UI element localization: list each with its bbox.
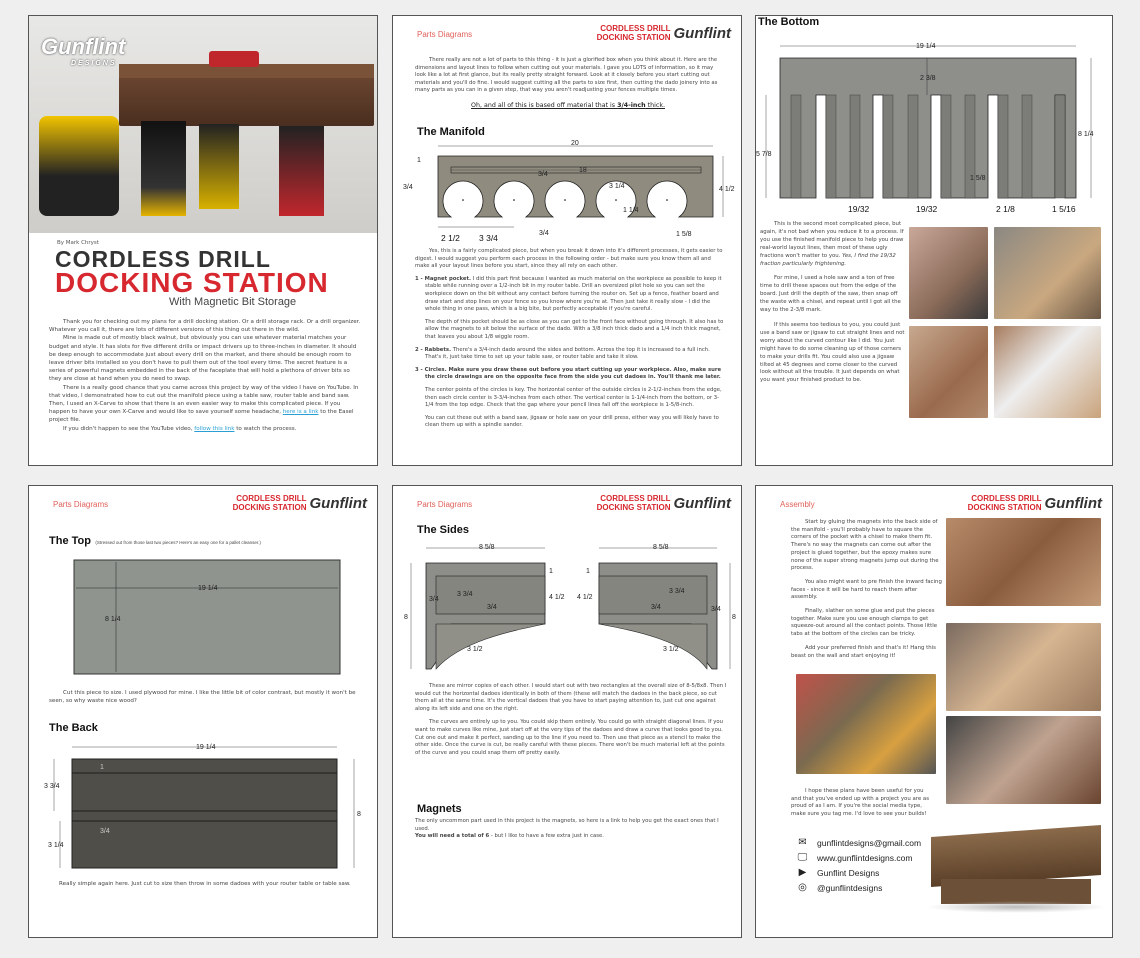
- step-2-title: 2 - Rabbets.: [415, 346, 452, 353]
- monitor-icon: 🖵: [797, 852, 808, 863]
- manifold-diagram: [401, 139, 741, 247]
- intro-text: There really are not a lot of parts to this thing - it is just a glorified box when you think about it. Here are the dimensions and layout lines to follow when cutting out your materials. I gave you LOTS of information, so it may look like a lot at first glance, but its really pretty straight forward. Look at it closely before you start cutting out materials and you'll do fine. I would suggest cutting all the parts to size first, then cutting the dado joinery into as many parts as you can in a given step, that way you aren't readjusting your fences multiple times.: [415, 57, 718, 94]
- dim-width: 19 1/4: [916, 43, 936, 50]
- logo-title-1: CORDLESS DRILL: [600, 494, 671, 503]
- top-heading: The Top: [49, 535, 91, 547]
- photo-wall-mount: [946, 716, 1101, 804]
- instagram-icon: ◎: [798, 882, 807, 893]
- dim-c1: 3 1/4: [609, 183, 625, 190]
- right-side-panel: [577, 544, 736, 669]
- brand-logo: [597, 24, 731, 42]
- cover-title-2: DOCKING STATION: [55, 267, 329, 298]
- brand-logo: [597, 494, 731, 512]
- photo-layout-marking: [909, 227, 988, 319]
- dim-gap: 1 5/8: [970, 175, 986, 182]
- contact-website[interactable]: 🖵 www.gunflintdesigns.com: [797, 852, 913, 863]
- drill-yellow: [39, 116, 119, 216]
- back-heading: The Back: [49, 722, 98, 734]
- dim-edge: 2 1/2: [441, 233, 460, 243]
- logo-text: Gunflint: [41, 34, 126, 59]
- dim-top: 1: [549, 568, 553, 575]
- youtube-icon: ▶: [798, 867, 807, 878]
- dim-c2: 1 1/4: [623, 207, 639, 214]
- dim-height: 8 1/4: [105, 616, 121, 623]
- dim-inner: 18: [579, 167, 587, 174]
- sides-heading: The Sides: [417, 524, 469, 536]
- envelope-icon: ✉: [798, 837, 807, 848]
- dim-curve: 3 1/2: [663, 646, 679, 653]
- sides-diagram: [401, 541, 741, 676]
- page-assembly: [755, 485, 1113, 938]
- dim-upper: 3 3/4: [44, 783, 60, 790]
- dim-depth: 3/4: [538, 171, 548, 178]
- dim-height: 8 1/4: [1078, 131, 1094, 138]
- dim-side: 3/4: [711, 606, 721, 613]
- dim-dado: 3 3/4: [669, 588, 685, 595]
- shelf-wood: [119, 76, 374, 126]
- bottom-heading: The Bottom: [758, 16, 820, 28]
- cover-body: [49, 318, 361, 433]
- logo-title-1: CORDLESS DRILL: [600, 24, 671, 33]
- dim-side: 3/4: [429, 596, 439, 603]
- logo-title-1: CORDLESS DRILL: [971, 494, 1042, 503]
- dim-f2: 19/32: [916, 204, 938, 214]
- dim-f3: 2 1/8: [996, 204, 1015, 214]
- dim-f4: 1 5/16: [1052, 204, 1076, 214]
- dim-width: 8 5/8: [479, 544, 495, 551]
- bottom-text: This is the second most complicated piece, but again, it's not bad when you reduce it to a process. If you use the finished manifold piece to help you draw real-world layout lines, then most of these ugly fractions won't matter to you. Yes, I find the 19/32 fraction particularly frightening. For mine, I used a hole saw and a ton of free time to drill these spaces out from the edge of the board. Just drill the depth of the saw, then snap off the waste with a chisel, and repeat until I got all the way to the 2-3/8 mark. If this seems too tedious to you, you could just use a band saw or jigsaw to cut straight lines and not worry about the curved contour like I did. You just might have to do some cleaning up of those corners to make your drills fit. You could also use a jigsaw tilted at 45 degrees and come closer to the curved look without all the trouble. It just depends on what you want your finished product to be.: [760, 221, 905, 384]
- logo-title-2: DOCKING STATION: [596, 33, 671, 42]
- drill-black: [141, 121, 186, 216]
- manifold-instructions: Yes, this is a fairly complicated piece, but when you break it down into it's different processes, it gets easier to digest. I would suggest you perform each process in the following order - but make sure you know them all and make all your layout lines before you start, since they all rely on each other. 1 - Magnet pocket. I did this part first because I wanted as much material on the workpiece as possible to keep it stable while running over a 1/2-inch bit in my router table. Drill an oversized pilot hole so you can set the workpiece down on the bit without any contact before turning the router on. Set up a fence, feather board and draw start and stop lines on your fence so you know where you're at. Then just take it really slow - I did the whole thing in one pass, which is a big bite, but perfectly acceptable if you're careful. The depth of this pocket should be as close as you can get to the front face without going through. It also has to allow the magnets to sit below the surface of the dado. With a 3/8 inch thick dado and a 1/4 inch thick magnet, that leaves you about 1/8 wiggle room. 2 - Rabbets. There's a 3/4-inch dado around the sides and bottom. Across the top it is increased to a full inch. That's it, just take time to set up your table saw, or router table and take it slow. 3 - Circles. Make sure you draw these out before you start cutting up your workpiece. Also, make sure the circle drawings are on the opposite face from the side you cut dadoes in. You'll thank me later. The center points of the circles is key. The horizontal center of the outside circles is 2-1/2-inches from the edge, then each circle center is 3-3/4-inches from each other. The vertical center is 1-1/4-inch from the bottom, or 3-1/4 from the top edge. Check that the gap where your pencil lines fall off the workpiece is 1-5/8-inch. You can cut these out with a band saw, jigsaw or hole saw on your drill press, either way you will likely have to clean them up with a spindle sander.: [415, 248, 724, 429]
- drill-red-top: [209, 51, 259, 67]
- dim-left: 3/4: [403, 184, 413, 191]
- section-header: Assembly: [780, 500, 815, 509]
- material-note: Oh, and all of this is based off material that is 3/4-inch thick.: [471, 102, 665, 109]
- dim-top: 1: [586, 568, 590, 575]
- cover-paragraph: Mine is made out of mostly black walnut, but obviously you can use whatever material matches your budget and style. It has slots for five different drills or impact drivers up to three-inches in diameter. It should be deep enough to accommodate just about every drill on the market, and there should be enough room to leave driver bits installed so you don't have to pull them out of the tool every time. The secret feature is a series of powerful magnets embedded in the back of the faceplate that will hold a plethora of driver bits so they are close at hand when you do need to swap.: [49, 335, 357, 383]
- dim-width: 19 1/4: [196, 744, 216, 751]
- dim-top: 2 3/8: [920, 75, 936, 82]
- sides-text: These are mirror copies of each other. I would start out with two rectangles at the overall size of 8-5/8x8. Then I would cut the horizontal dadoes identically in both of them (these will match the dadoes in the back piece, so cut them all at the same time. It's the vertical dadoes that you have to start paying attention to, just cut one against along its left side and one on the right. The curves are entirely up to you. You could skip them entirely. You could go with straight diagonal lines. If you want to make curves like mine, just start off at the very tips of the dadoes and draw a curve that looks good to you. Cut one out and make it perfect, sanding up to the line if you need to. Then use that piece as a stencil to make the other side. Once the curve is cut, be really careful with these pieces. There won't be much material left at the points of the curve and you could snap them off pretty easily.: [415, 683, 727, 756]
- photo-clamps: [796, 674, 936, 774]
- page-manifold: [392, 15, 742, 466]
- cover-subtitle: With Magnetic Bit Storage: [169, 296, 297, 308]
- contact-email[interactable]: ✉ gunflintdesigns@gmail.com: [796, 835, 921, 850]
- closing-text: I hope these plans have been useful for you and that you've ended up with a project you are as proud of as I am. If you're the social media type, make sure you tag me. I'd love to see your builds!: [791, 788, 930, 818]
- cover-paragraph: If you didn't happen to see the YouTube video, follow this link to watch the process.: [63, 425, 297, 432]
- page-bottom: [755, 15, 1113, 466]
- photo-drill-press: [994, 227, 1101, 319]
- dim-mid: 3/4: [487, 604, 497, 611]
- logo-gunflint: Gunflint: [1044, 494, 1102, 512]
- dim-height: 4 1/2: [719, 186, 735, 193]
- dim-mid: 3/4: [100, 828, 110, 835]
- brand-logo: [233, 494, 367, 512]
- logo-title-2: DOCKING STATION: [967, 503, 1042, 512]
- contact-instagram[interactable]: ◎ @gunflintdesigns: [796, 880, 921, 895]
- dim-spacing: 3 3/4: [479, 233, 498, 243]
- step-1-title: 1 - Magnet pocket.: [415, 275, 472, 282]
- dim-dado: 3 3/4: [457, 591, 473, 598]
- cover-title-1: CORDLESS DRILL: [55, 246, 271, 272]
- dim-top: 1: [100, 764, 104, 771]
- logo-gunflint: Gunflint: [309, 494, 367, 512]
- dim-bottom: 3/4: [539, 230, 549, 237]
- drill-red: [279, 126, 324, 216]
- top-text: Cut this piece to size. I used plywood for mine. I like the little bit of color contrast, but mostly it won't be seen, so why waste nice wood?: [49, 690, 356, 705]
- back-text: Really simple again here. Just cut to size then throw in some dadoes with your router table or table saw.: [59, 881, 351, 887]
- step-3-title: 3 - Circles. Make sure you draw these out before you start cutting up your workpiece. Also, make sure the circle drawings are on the opposite face from the side you cut dadoes in. You'll thank me later.: [415, 366, 722, 381]
- logo-title-2: DOCKING STATION: [232, 503, 307, 512]
- contact-list: [796, 835, 921, 895]
- logo-gunflint: Gunflint: [673, 24, 731, 42]
- cover-paragraph: Thank you for checking out my plans for a drill docking station. Or a drill storage rack. Or a drill organizer. Whatever you call it, there are lots of different versions of this thing out there in the wild.: [49, 319, 361, 334]
- bottom-diagram: [756, 28, 1106, 220]
- dim-height: 8: [404, 614, 408, 621]
- back-diagram: [44, 741, 369, 869]
- magnets-heading: Magnets: [417, 803, 462, 815]
- photo-chisel: [909, 326, 988, 418]
- dim-lower: 3 1/4: [48, 842, 64, 849]
- cover-photo-drills: [29, 16, 378, 233]
- brand-logo: [968, 494, 1102, 512]
- page-cover: [28, 15, 378, 466]
- magnets-text: The only uncommon part used in this project is the magnets, so here is a link to help you get the exact ones that I used. You will need a total of 6 - but I like to have a few extra just in case.: [415, 818, 719, 840]
- youtube-link[interactable]: follow this link: [194, 425, 235, 432]
- dim-mid: 3/4: [651, 604, 661, 611]
- contact-youtube[interactable]: ▶ Gunflint Designs: [796, 865, 921, 880]
- dim-top: 1: [417, 157, 421, 164]
- dim-width: 8 5/8: [653, 544, 669, 551]
- page-sides: [392, 485, 742, 938]
- logo-title-2: DOCKING STATION: [596, 503, 671, 512]
- dim-height: 8: [357, 811, 361, 818]
- dim-f1: 19/32: [848, 204, 870, 214]
- dim-gap: 1 5/8: [676, 231, 692, 238]
- drill-yellow-2: [199, 124, 239, 209]
- photo-clamped-box: [946, 623, 1101, 711]
- dim-upper: 4 1/2: [577, 594, 593, 601]
- page-top-back: [28, 485, 378, 938]
- top-note: (Stressed out from those last two pieces? Here's an easy one for a pallet cleanser.): [95, 540, 261, 545]
- dim-slot: 5 7/8: [756, 151, 772, 158]
- assembly-text: Start by gluing the magnets into the back side of the manifold - you'll probably have to square the corners of the pocket with a chisel to make them fit. There's no way the magnets can come out after the project is glued together, but the epoxy makes sure none of the super strong magnets jump out during the process. You also might want to pre finish the inward facing faces - since it will be hard to reach them after assembly. Finally, slather on some glue and put the pieces together. Make sure you use enough clamps to get squeeze-out around all the contact points. Those little tabs at the bottom of the circles can be tricky. Add your preferred finish and that's it! Hang this beast on the wall and start enjoying it!: [791, 519, 942, 659]
- logo-sub: DESIGNS: [71, 60, 117, 67]
- top-diagram: [73, 559, 341, 675]
- easel-link[interactable]: here is a link: [282, 409, 319, 416]
- dim-height: 8: [732, 614, 736, 621]
- dim-curve: 3 1/2: [467, 646, 483, 653]
- back-shape: [72, 759, 337, 868]
- author: By Mark Chryst: [57, 240, 99, 246]
- dim-upper: 4 1/2: [549, 594, 565, 601]
- section-header: Parts Diagrams: [417, 500, 473, 509]
- manifold-shape: [438, 156, 713, 217]
- cover-paragraph: There is a really good chance that you came across this project by way of the video I have on YouTube. In that video, I demonstrated how to cut out the manifold piece using a table saw, router table and band saw. Then, I used an X-Carve to show that there is an even easier way to make this complicated piece. If you happen to have your own X-Carve and would like to save yourself some headache, here is a link to the Easel project file.: [49, 384, 359, 424]
- finished-product-render: [931, 831, 1101, 916]
- cover-logo: [41, 34, 125, 67]
- section-header: Parts Diagrams: [417, 30, 473, 39]
- section-header: Parts Diagrams: [53, 500, 109, 509]
- logo-title-1: CORDLESS DRILL: [236, 494, 307, 503]
- manifold-heading: The Manifold: [417, 126, 485, 138]
- top-heading-row: [49, 531, 261, 549]
- dim-width: 19 1/4: [198, 585, 218, 592]
- photo-hole-saw: [994, 326, 1101, 418]
- left-side-panel: [404, 544, 565, 669]
- dim-width: 20: [571, 140, 579, 147]
- logo-gunflint: Gunflint: [673, 494, 731, 512]
- photo-gluing-magnets: [946, 518, 1101, 606]
